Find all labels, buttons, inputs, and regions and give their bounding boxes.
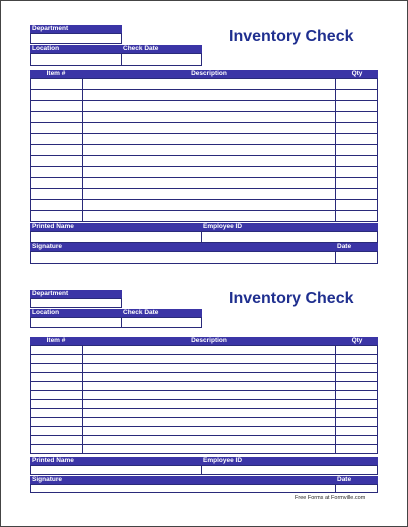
table-row xyxy=(31,427,378,436)
item-cell[interactable] xyxy=(31,346,83,355)
qty-cell[interactable] xyxy=(336,364,378,373)
qty-cell[interactable] xyxy=(336,391,378,400)
item-cell[interactable] xyxy=(31,364,83,373)
footer-credit: Free Forms at Formville.com xyxy=(295,495,366,501)
description-cell[interactable] xyxy=(82,445,335,454)
item-cell[interactable] xyxy=(31,427,83,436)
description-cell[interactable] xyxy=(82,400,335,409)
table-row xyxy=(31,445,378,454)
employee-id-field[interactable] xyxy=(201,465,378,475)
item-cell[interactable] xyxy=(31,382,83,391)
column-header-qty: Qty xyxy=(336,70,378,78)
location-label: Location xyxy=(30,45,121,53)
column-header-item: Item # xyxy=(30,70,82,78)
qty-cell[interactable] xyxy=(336,400,378,409)
description-cell[interactable] xyxy=(82,364,335,373)
table-row xyxy=(31,373,378,382)
item-cell[interactable] xyxy=(31,436,83,445)
item-cell[interactable] xyxy=(31,400,83,409)
form-title: Inventory Check xyxy=(229,290,354,307)
qty-cell[interactable] xyxy=(336,427,378,436)
column-header-description: Description xyxy=(82,70,336,78)
employee-id-label: Employee ID xyxy=(201,457,378,465)
table-row xyxy=(31,355,378,364)
qty-cell[interactable] xyxy=(336,382,378,391)
description-cell[interactable] xyxy=(82,409,335,418)
qty-cell[interactable] xyxy=(336,418,378,427)
description-cell[interactable] xyxy=(82,391,335,400)
check-date-label: Check Date xyxy=(121,45,202,53)
qty-cell[interactable] xyxy=(336,346,378,355)
item-cell[interactable] xyxy=(31,373,83,382)
table-row xyxy=(31,418,378,427)
qty-cell[interactable] xyxy=(336,355,378,364)
inventory-form-2 xyxy=(1,1,407,526)
date-label: Date xyxy=(335,243,378,251)
location-label: Location xyxy=(30,309,121,317)
items-table xyxy=(30,337,378,454)
check-date-label: Check Date xyxy=(121,309,202,317)
printed-name-field[interactable] xyxy=(30,465,202,475)
printed-name-label: Printed Name xyxy=(30,223,201,231)
department-label: Department xyxy=(30,25,122,33)
check-date-field[interactable] xyxy=(121,317,202,328)
column-header-qty: Qty xyxy=(336,337,378,345)
table-row xyxy=(31,391,378,400)
table-row xyxy=(31,364,378,373)
date-field[interactable] xyxy=(335,484,378,493)
qty-cell[interactable] xyxy=(336,409,378,418)
form-title: Inventory Check xyxy=(229,28,354,45)
column-header-item: Item # xyxy=(30,337,82,345)
qty-cell[interactable] xyxy=(336,373,378,382)
table-row xyxy=(31,382,378,391)
signature-label: Signature xyxy=(30,476,335,484)
column-header-description: Description xyxy=(82,337,336,345)
description-cell[interactable] xyxy=(82,346,335,355)
item-cell[interactable] xyxy=(31,418,83,427)
printed-name-label: Printed Name xyxy=(30,457,201,465)
table-row xyxy=(31,409,378,418)
item-cell[interactable] xyxy=(31,409,83,418)
qty-cell[interactable] xyxy=(336,445,378,454)
description-cell[interactable] xyxy=(82,382,335,391)
table-row xyxy=(31,436,378,445)
item-cell[interactable] xyxy=(31,445,83,454)
employee-id-label: Employee ID xyxy=(201,223,378,231)
table-row xyxy=(31,346,378,355)
department-label: Department xyxy=(30,290,122,298)
signature-field[interactable] xyxy=(30,484,336,493)
description-cell[interactable] xyxy=(82,355,335,364)
qty-cell[interactable] xyxy=(336,436,378,445)
date-label: Date xyxy=(335,476,378,484)
location-field[interactable] xyxy=(30,317,122,328)
description-cell[interactable] xyxy=(82,373,335,382)
table-row xyxy=(31,400,378,409)
signature-label: Signature xyxy=(30,243,335,251)
item-cell[interactable] xyxy=(31,391,83,400)
description-cell[interactable] xyxy=(82,418,335,427)
description-cell[interactable] xyxy=(82,427,335,436)
description-cell[interactable] xyxy=(82,436,335,445)
item-cell[interactable] xyxy=(31,355,83,364)
department-field[interactable] xyxy=(30,298,122,308)
